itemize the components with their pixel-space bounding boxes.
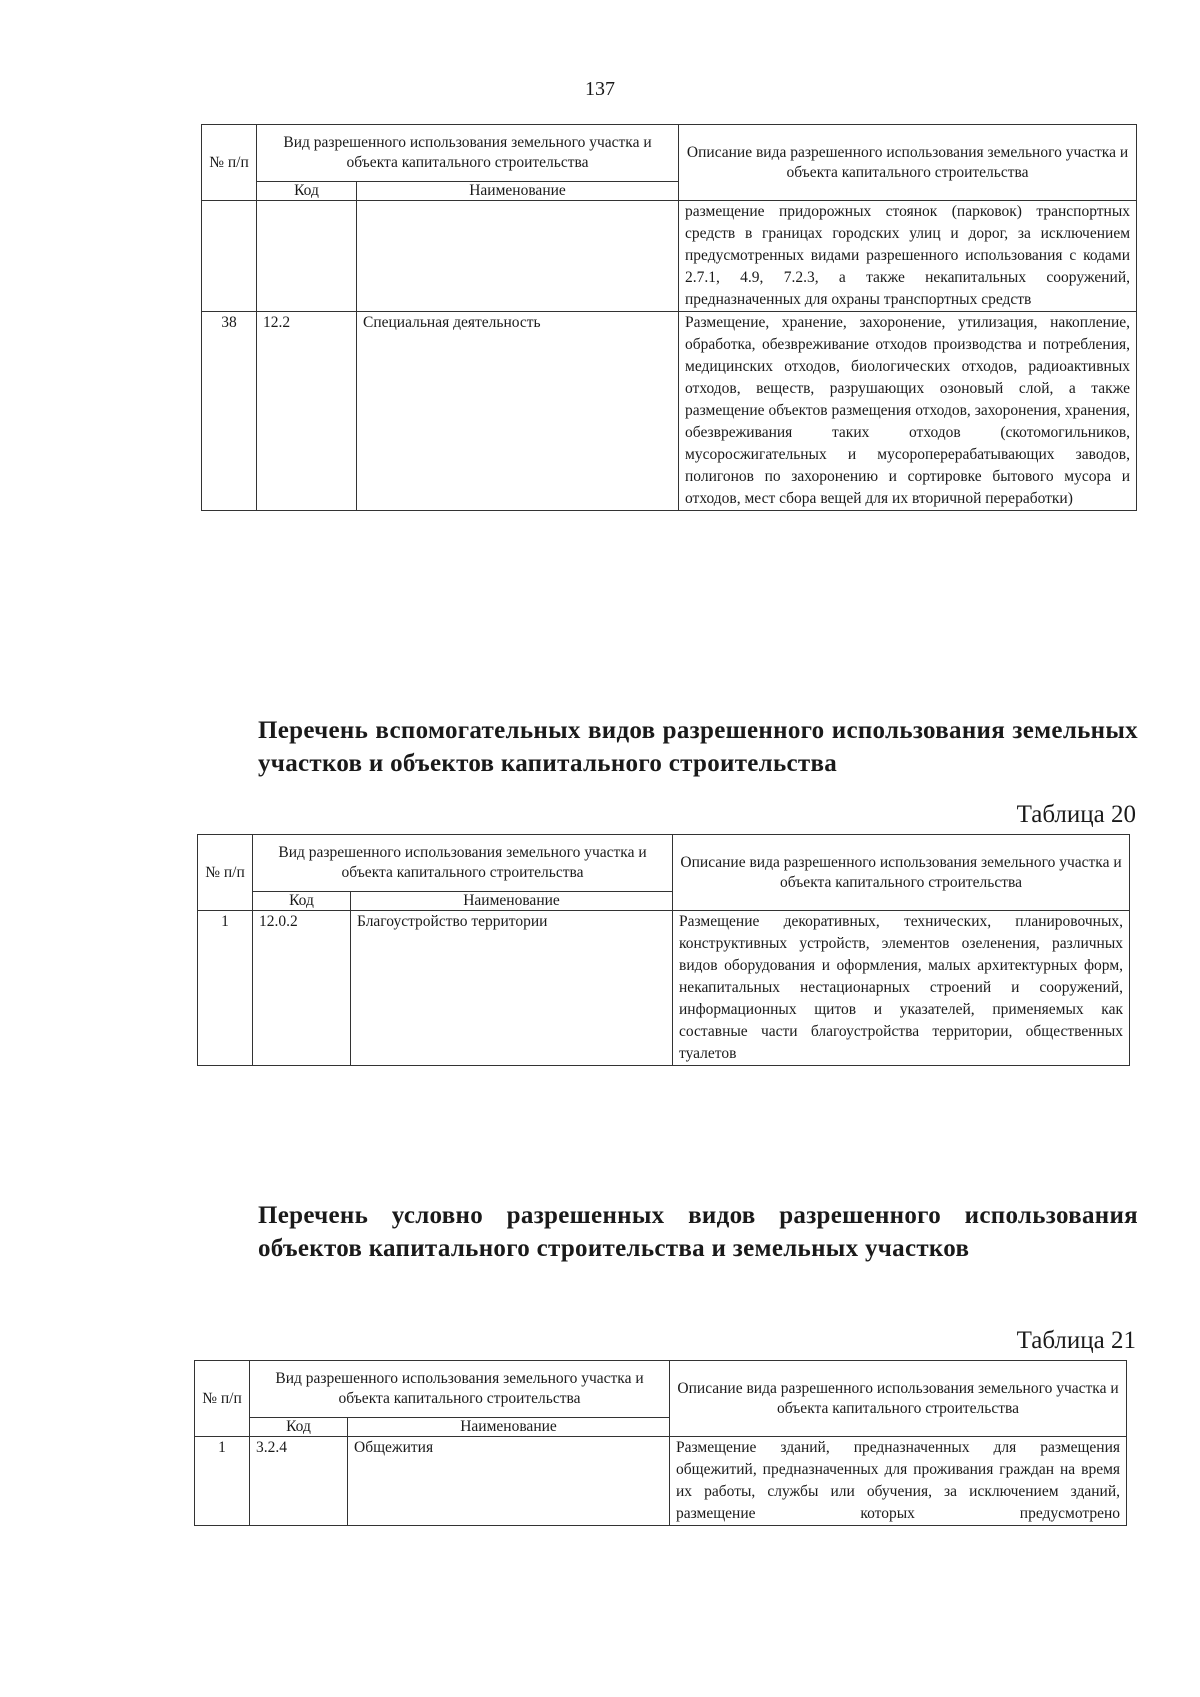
- header-num: № п/п: [195, 1361, 250, 1437]
- table-21: [194, 1360, 1127, 1526]
- header-description: Описание вида разрешенного использования земельного участка и объекта капитального строительства: [679, 125, 1137, 201]
- header-vid-group: Вид разрешенного использования земельного участка и объекта капитального строительства: [253, 835, 673, 892]
- table-row: [195, 1437, 1127, 1526]
- header-kod: Код: [250, 1418, 348, 1437]
- header-kod: Код: [257, 182, 357, 201]
- row-description: Размещение, хранение, захоронение, утилизация, накопление, обработка, обезвреживание отходов производства и потребления, медицинских отходов, биологических отходов, радиоактивных отходов, веществ, разрушающих озоновый слой, а также размещение объектов размещения отходов, захоронения, хранения, обезвреживания таких отходов (скотомогильников, мусоросжигательных и мусороперерабатывающих заводов, полигонов по захоронению и сортировке бытового мусора и отходов, мест сбора вещей для их вторичной переработки): [679, 312, 1137, 511]
- row-num: 38: [202, 312, 257, 511]
- header-num: № п/п: [198, 835, 253, 911]
- header-vid-group: Вид разрешенного использования земельного участка и объекта капитального строительства: [250, 1361, 670, 1418]
- page-number: 137: [585, 78, 615, 100]
- header-naimenovanie: Наименование: [351, 892, 673, 911]
- row-num: 1: [198, 911, 253, 1066]
- row-name: [357, 201, 679, 312]
- row-code: 12.0.2: [253, 911, 351, 1066]
- section-heading-conditional: Перечень условно разрешенных видов разрешенного использования объектов капитального строительства и земельных участков: [258, 1202, 1138, 1262]
- header-num: № п/п: [202, 125, 257, 201]
- row-name: Благоустройство территории: [351, 911, 673, 1066]
- row-description: размещение придорожных стоянок (парковок) транспортных средств в границах городских улиц и дорог, за исключением предусмотренных видами разрешенного использования с кодами 2.7.1, 4.9, 7.2.3, а также некапитальных сооружений, предназначенных для охраны транспортных средств: [679, 201, 1137, 312]
- header-description: Описание вида разрешенного использования земельного участка и объекта капитального строительства: [670, 1361, 1127, 1437]
- row-name: Общежития: [348, 1437, 670, 1526]
- table-row: [198, 911, 1130, 1066]
- table-row: [202, 201, 1137, 312]
- row-name: Специальная деятельность: [357, 312, 679, 511]
- table-label-20: Таблица 20: [1016, 801, 1136, 828]
- row-code: [257, 201, 357, 312]
- header-kod: Код: [253, 892, 351, 911]
- row-description: Размещение зданий, предназначенных для размещения общежитий, предназначенных для проживания граждан на время их работы, службы или обучения, за исключением зданий, размещение которых предусмотрено: [670, 1437, 1127, 1526]
- table-20: [197, 834, 1130, 1066]
- header-naimenovanie: Наименование: [348, 1418, 670, 1437]
- row-num: [202, 201, 257, 312]
- header-naimenovanie: Наименование: [357, 182, 679, 201]
- row-code: 12.2: [257, 312, 357, 511]
- table-row: [202, 312, 1137, 511]
- row-num: 1: [195, 1437, 250, 1526]
- header-description: Описание вида разрешенного использования земельного участка и объекта капитального строительства: [673, 835, 1130, 911]
- row-code: 3.2.4: [250, 1437, 348, 1526]
- table-label-21: Таблица 21: [1016, 1327, 1136, 1354]
- section-heading-auxiliary: Перечень вспомогательных видов разрешенного использования земельных участков и объектов капитального строительства: [258, 717, 1138, 777]
- row-description: Размещение декоративных, технических, планировочных, конструктивных устройств, элементов озеленения, различных видов оборудования и оформления, малых архитектурных форм, некапитальных нестационарных строений и сооружений, информационных щитов и указателей, применяемых как составные части благоустройства территории, общественных туалетов: [673, 911, 1130, 1066]
- table-continued: [201, 124, 1137, 511]
- header-vid-group: Вид разрешенного использования земельного участка и объекта капитального строительства: [257, 125, 679, 182]
